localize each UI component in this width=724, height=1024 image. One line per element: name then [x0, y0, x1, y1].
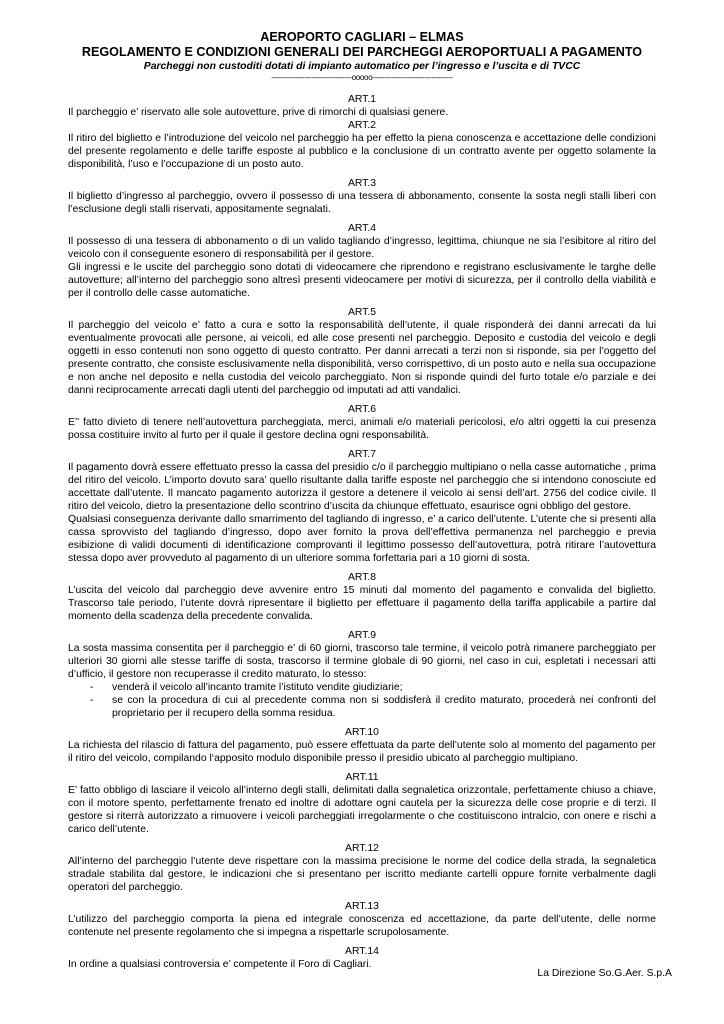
- article-12-heading: ART.12: [345, 843, 379, 854]
- list-item: - venderà il veicolo all’incanto tramite l’istituto vendite giudiziarie;: [68, 681, 656, 694]
- article-3-heading: ART.3: [347, 178, 377, 189]
- article-10-heading: ART.10: [345, 727, 379, 738]
- list-item: - se con la procedura di cui al precedente comma non si soddisferà il credito maturato, procederà nei confronti del proprietario per il recupero della somma residua.: [68, 694, 656, 720]
- article-1-heading: ART.1: [347, 94, 377, 105]
- article-8-text: L’uscita del veicolo dal parcheggio deve avvenire entro 15 minuti dal momento del pagamento e convalida del biglietto. Trascorso tale periodo, l’utente dovrà ripresentare il biglietto per effettuare il pagamento della tariffa applicabile a partire dal momento della scadenza della precedente convalida.: [68, 585, 656, 622]
- article-7-text-2: Qualsiasi conseguenza derivante dallo smarrimento del tagliando di ingresso, e’ a carico dell’utente. L’utente che si presenti alla cassa sprovvisto del tagliando d’ingresso, dopo aver fornito la prova dell’effettiva permanenza nel parcheggio e previa esibizione di validi documenti di identificazione comprovanti il legittimo possesso dell’autovettura, potrà ritirare l’autovettura stessa dopo aver provveduto al pagamento di un ulteriore somma forfettaria pari a 10 giorni di sosta.: [68, 514, 656, 564]
- document-title-regulation: REGOLAMENTO E CONDIZIONI GENERALI DEI PARCHEGGI AEROPORTUALI A PAGAMENTO: [81, 45, 643, 59]
- article-2-heading: ART.2: [347, 120, 377, 131]
- article-13-heading: ART.13: [345, 901, 379, 912]
- article-6-heading: ART.6: [347, 404, 377, 415]
- article-5-text: Il parcheggio del veicolo e’ fatto a cura e sotto la responsabilità dell’utente, il quale risponderà dei danni arrecati da lui eventualmente provocati alle persone, ai veicoli, ed alle cose presenti nel parcheggio. Deposito e custodia del veicolo e degli oggetti in esso contenuti non sono oggetto di questo contratto. Per danni arrecati a terzi non si risponde, sia per l’oggetto del presente contratto, che consiste esclusivamente nella disponibilità, verso corrispettivo, di un posto auto e nella sua occupazione e non anche nel deposito e nella custodia del veicolo parcheggiato. Non si risponde quindi del furto totale e/o parziale e dei danni reciprocamente arrecati dagli utenti del parcheggio od imputati ad atti vandalici.: [68, 320, 656, 396]
- article-5-heading: ART.5: [347, 307, 377, 318]
- article-4-text-2: Gli ingressi e le uscite del parcheggio sono dotati di videocamere che riprendono e registrano esclusivamente le targhe delle autovetture; all’interno del parcheggio sono altresì presenti videocamere per motivi di sicurezza, per il controllo della viabilità e per il controllo delle casse automatiche.: [68, 262, 656, 299]
- article-13-text: L’utilizzo del parcheggio comporta la piena ed integrale conoscenza ed accettazione, da parte dell’utente, delle norme contenute nel presente regolamento che si impegna a rispettarle scrupolosamente.: [68, 914, 656, 938]
- article-14-text: In ordine a qualsiasi controversia e’ competente il Foro di Cagliari.: [68, 959, 372, 970]
- article-8-heading: ART.8: [347, 572, 377, 583]
- signature: La Direzione So.G.Aer. S.p.A: [537, 968, 672, 979]
- article-4-heading: ART.4: [347, 223, 377, 234]
- article-10-text: La richiesta del rilascio di fattura del pagamento, può essere effettuata da parte dell’utente solo al momento del pagamento per il ritiro del veicolo, compilando l‘apposito modulo disponibile presso il presidio ubicato al parcheggio multipiano.: [68, 740, 656, 764]
- article-9-list: [68, 681, 656, 720]
- document-subtitle: Parcheggi non custoditi dotati di impianto automatico per l’ingresso e l’uscita e di TVCC: [143, 61, 581, 72]
- article-3-text: Il biglietto d’ingresso al parcheggio, ovvero il possesso di una tessera di abbonamento, consente la sosta negli stalli liberi con l’esclusione degli stalli riservati, appositamente segnalati.: [68, 191, 656, 215]
- article-14-heading: ART.14: [345, 946, 379, 957]
- article-11-heading: ART.11: [345, 772, 379, 783]
- article-11-text: E’ fatto obbligo di lasciare il veicolo all’interno degli stalli, delimitati dalla segnaletica orizzontale, perfettamente chiuso a chiave, con il motore spento, perfettamente frenato ed inoltre di adottare ogni cautela per la sicurezza delle cose proprie e di terzi. Il gestore si riterrà autorizzato a rimuovere i veicoli parcheggiati irregolarmente o che costituiscono intralcio, con onere e rischi a carico dell’utente.: [68, 785, 656, 835]
- article-2-text: Il ritiro del biglietto e l’introduzione del veicolo nel parcheggio ha per effetto la piena conoscenza e accettazione delle condizioni del presente regolamento e delle tariffe esposte al pubblico e la conclusione di un contratto avente per oggetto solamente la disponibilità, l’uso e l’occupazione di un posto auto.: [68, 133, 656, 170]
- separator-line: ----------------------------------ooooo----------------------------------: [271, 73, 453, 82]
- article-7-heading: ART.7: [347, 449, 377, 460]
- document-page: [68, 30, 656, 971]
- article-4-text: Il possesso di una tessera di abbonamento o di un valido tagliando d’ingresso, legittima, chiunque ne sia l’esibitore al ritiro del veicolo con il conseguente esonero di responsabilità per il gestore.: [68, 236, 656, 260]
- article-1-text: Il parcheggio e’ riservato alle sole autovetture, prive di rimorchi di qualsiasi genere.: [68, 107, 449, 118]
- article-7-text: Il pagamento dovrà essere effettuato presso la cassa del presidio c/o il parcheggio multipiano o nella casse automatiche , prima del ritiro del veicolo. L’importo dovuto sara’ quello risultante dalla tariffe esposte nel parcheggio che si intendono conosciute ed accettate dall’utente. Il mancato pagamento autorizza il gestore a detenere il veicolo ai sensi dell’art. 2756 del codice civile. Il ritiro del veicolo, dietro la presentazione dello scontrino d’uscita da chiunque effettuato, esaurisce ogni obbligo del gestore.: [68, 462, 656, 512]
- article-9-heading: ART.9: [347, 630, 377, 641]
- document-title-airport: AEROPORTO CAGLIARI – ELMAS: [260, 30, 464, 44]
- article-12-text: All’interno del parcheggio l’utente deve rispettare con la massima precisione le norme del codice della strada, la segnaletica stradale stabilita dal gestore, le indicazioni che si presentano per iscritto mediante cartelli oppure fornite verbalmente dagli operatori del parcheggio.: [68, 856, 656, 893]
- article-6-text: E’’ fatto divieto di tenere nell’autovettura parcheggiata, merci, animali e/o materiali pericolosi, e/o altri oggetti la cui presenza possa costituire invito al furto per il quale il gestore declina ogni responsabilità.: [68, 417, 656, 441]
- article-9-text: La sosta massima consentita per il parcheggio e’ di 60 giorni, trascorso tale termine, il veicolo potrà rimanere parcheggiato per ulteriori 30 giorni alle stesse tariffe di sosta, trascorso il termine globale di 90 giorni, nel caso in cui, espletati i necessari atti d’ufficio, il gestore non recuperasse il credito maturato, lo stesso:: [68, 643, 656, 680]
